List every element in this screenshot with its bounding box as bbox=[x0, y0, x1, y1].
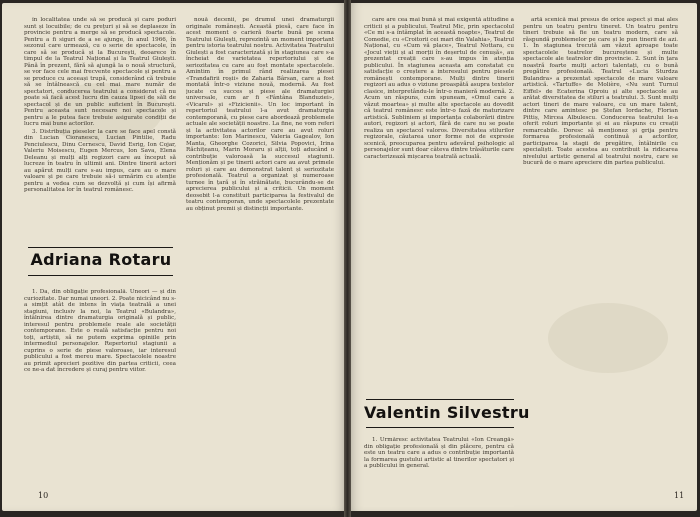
right-answer-text: 1. Urmăresc activitatea Teatrului «Ion Creangă» din obligație profesională și din plăcere, pentru că este un teatru care a adus o contribuție importantă la formarea gustului artistic al tinerilor spectatori și a publicului în general. bbox=[364, 437, 514, 469]
left-col1-top-text: în localitatea unde să se producă și care poduri sunt și locuibile; de cu prețuri și să se deplaseze în provincie pentru a merge să se producă spectacole. Pentru a fi siguri de a se ajunge, în anul 1966, în sezonul care urmează, cu o serie de spectacole, în care să se producă și la București, deoarece în timpul de la Teatrul Național și la Teatrul Giulești. Până în prezent, fără să ajungă la o nouă structură, se vor face cele mai frecvente spectacole și pentru a se produce cu aceeași trupă, considerând că trebuie să se întâlnească cu cel mai mare număr de spectatori, conducerea teatrului a considerat că nu poate să facă acest lucru din cauza lipsei de săli de spectacol și de un public suficient în București. Pentru aceasta sunt necesare noi spectacole și pentru a le putea face trebuie asigurate condiții de lucru mai bune actorilor. bbox=[24, 17, 176, 127]
left-col2 bbox=[186, 17, 334, 495]
left-answer-text: 1. Da, din obligație profesională. Uneori — și din curiozitate. Dar numai uneori. 2. Poate nicicând nu s-a simțit atât de intens în viața teatrală a unei stagiuni, inclusiv la noi, la Teatrul «Bulandra», întâlnirea dintre dramaturgia originală și public, interesul pentru problemele reale ale societății contemporane. Este o reală satisfacție pentru noi toți, artiștii, să ne putem exprima opiniile prin intermediul personajelor. Repertoriul stagiunii a cuprins o serie de piese valoroase, iar interesul publicului a fost mereu mare. Spectacolele noastre au primit aprecieri pozitive din partea criticii, ceea ce ne-a dat încredere și curaj pentru viitor. bbox=[24, 289, 176, 373]
page-number-right: 11 bbox=[674, 491, 685, 500]
left-col1-bottom-text: 3. Distribuția pieselor la care se face apel constă din Lucian Cioranescu, Lucian Pintilie, Radu Penciulescu, Dinu Cernescu, David Esrig, Ion Cojar, Valeriu Moisescu, Eugen Mercus, Ion Sava, Elena Deleanu și mulți alți regizori care au început să lucreze în teatru în ultimii ani. Dintre tinerii actori au apărut mulți care s-au impus, care au o mare valoare și pe care trebuie să-i urmărim cu atenție pentru a vedea cum se dezvoltă și cum își afirmă personalitatea lor în teatrul românesc. bbox=[24, 128, 176, 193]
right-col1-text: care are cea mai bună și mai exigentă atitudine a criticii și a publicului. Teatrul Mic, prin spectacolul «Ce mi s-a întâmplat în această noapte», Teatrul de Comedie, cu «Croitorii cei mari din Valahia», Teatrul Național, cu «Cum vă place», Teatrul Nottara, cu «Jocul vieții și al morții în deșertul de cenușă», au prezentat creații care s-au impus în atenția publicului. În stagiunea aceasta am constatat cu satisfacție o creștere a interesului pentru piesele românești contemporane. Mulți dintre tinerii regizori au adus o viziune proaspătă asupra textelor clasice, interpretându-le într-o manieră modernă. 2. Acum un răspuns, cum spuneam, «Omul care a văzut moartea» și multe alte spectacole au dovedit că teatrul românesc este într-o fază de maturizare artistică. Subliniem și importanța colaborării dintre autori, regizori și actori, fără de care nu se poate realiza un spectacol valoros. Diversitatea stilurilor regizorale, căutarea unor forme noi de expresie scenică, preocuparea pentru adevărul psihologic al personajelor sunt doar câteva dintre trăsăturile care caracterizează mișcarea teatrală actuală. bbox=[364, 17, 514, 160]
right-col2-text: artă scenică mai presus de orice aspect și mai ales pentru un teatru pentru tineret. Un teatru pentru tineri trebuie să fie un teatru modern, care să răspundă problemelor pe care și le pun tinerii de azi. 1. În stagiunea trecută am văzut aproape toate spectacolele teatrelor bucureștene și multe spectacole ale teatrelor din provincie. 2. Sunt în țara noastră foarte mulți actori talentați, cu o bună pregătire profesională. Teatrul «Lucia Sturdza Bulandra» a prezentat spectacole de mare valoare artistică. «Tartuffe» de Molière, «Nu sunt Turnul Eiffel» de Ecaterina Oproiu și alte spectacole au arătat diversitatea de stiluri a teatrului. 3. Sunt mulți actori tineri de mare valoare, cu un mare talent, dintre care amintesc pe Ștefan Iordache, Florian Pittiș, Mircea Albulescu. Conducerea teatrului le-a oferit roluri importante și ei au răspuns cu creații remarcabile. Doresc să menționez și grija pentru formarea profesională continuă a actorilor, participarea la stagii de pregătire, întâlnirile cu specialiști. Toate acestea au contribuit la ridicarea nivelului artistic general al teatrului nostru, care se bucură de o mare apreciere din partea publicului. bbox=[523, 17, 678, 166]
left-col2-text: nouă decenii, pe drumul unei dramaturgii originale românești. Această piesă, care face în acest moment o carieră foarte bună pe scena Teatrului Giulești, reprezintă un moment important pentru istoria teatrului nostru. Activitatea Teatrului Giulești a fost caracterizată și în stagiunea care s-a încheiat de varietatea repertoriului și de seriozitatea cu care au fost montate spectacolele. Amintim în primul rând realizarea piesei «Trandafirii roșii» de Zaharia Bârsan, care a fost montată într-o viziune nouă, modernă. Au fost jucate cu succes și piese ale dramaturgiei universale, cum ar fi «Fântâna Blanduziei», «Vicarul» și «Fizicienii». Un loc important în repertoriul teatrului l-a avut dramaturgia contemporană, cu piese care abordează problemele actuale ale societății noastre. La fine, ne vom referi și la activitatea actorilor care au avut roluri importante: Ion Marinescu, Valeria Gagealov, Ion Manta, Gheorghe Cozorici, Silvia Popovici, Irina Răchițeanu, Marin Moraru și alții, toți aducând o contribuție valoroasă la succesul stagiunii. Menționăm și pe tinerii actori care au avut primele roluri și care au demonstrat talent și seriozitate profesională. Teatrul a organizat și numeroase turnee în țară și în străinătate, bucurându-se de aprecierea publicului și a criticii. Un moment deosebit l-a constituit participarea la festivalul de teatru contemporan, unde spectacolele prezentate au obținut premii și distincții importante. bbox=[186, 17, 334, 212]
right-heading-block bbox=[364, 365, 530, 507]
left-page bbox=[2, 3, 347, 511]
right-col2 bbox=[523, 17, 678, 495]
right-answer bbox=[364, 437, 514, 499]
heading-adriana-rotaru: Adriana Rotaru bbox=[30, 250, 172, 269]
left-col1-top bbox=[24, 17, 176, 229]
page-number-left: 10 bbox=[38, 491, 49, 500]
left-answer bbox=[24, 289, 176, 449]
heading-rule-bottom bbox=[366, 427, 514, 428]
book-spine bbox=[344, 0, 351, 517]
heading-valentin-silvestru: Valentin Silvestru bbox=[364, 403, 530, 422]
heading-rule-top bbox=[28, 247, 173, 248]
heading-rule-top bbox=[366, 399, 514, 400]
heading-rule-bottom bbox=[28, 275, 173, 276]
